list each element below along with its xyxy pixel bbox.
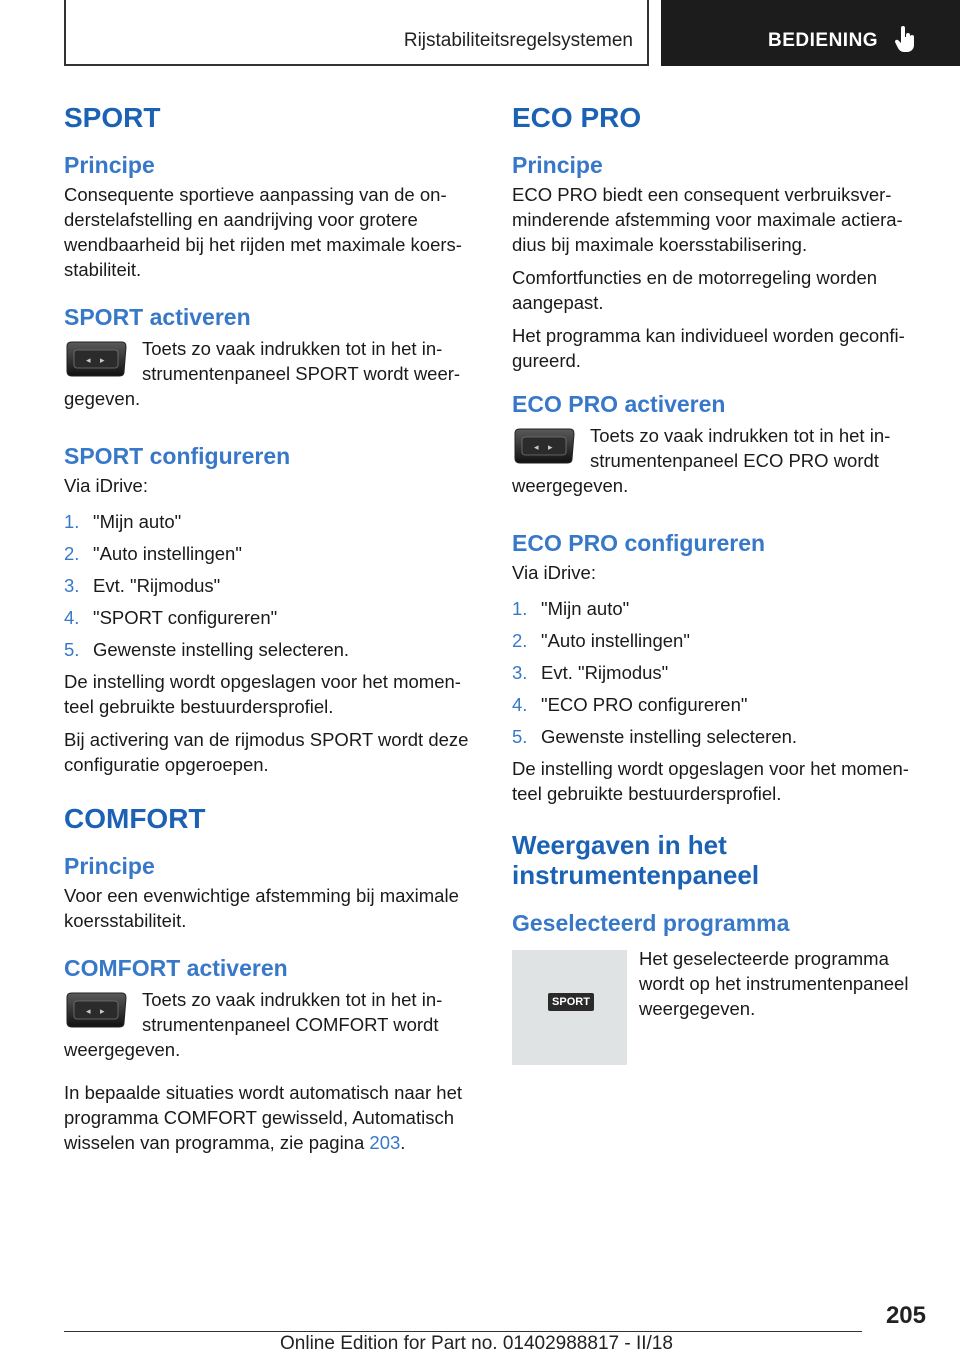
display-title-line1: Weergaven in het: [512, 830, 727, 860]
header-chapter-box: [661, 0, 960, 66]
page-link[interactable]: 203: [369, 1132, 401, 1153]
page-number: 205: [885, 1302, 926, 1329]
header-section-title: Rijstabiliteitsregelsystemen: [403, 30, 633, 51]
ecopro-via: Via iDrive:: [512, 562, 596, 583]
svg-text:▸: ▸: [100, 1007, 105, 1017]
ecopro-activate-text: Toets zo vaak indrukken tot in het in-strumentenpaneel ECO PRO wordt: [590, 425, 891, 471]
sport-activate-heading: SPORT activeren: [64, 304, 251, 330]
comfort-activate-text: Toets zo vaak indrukken tot in het in-strumentenpaneel COMFORT wordt: [142, 989, 443, 1035]
ecopro-title: ECO PRO: [512, 102, 642, 133]
footer-divider: [64, 1331, 862, 1332]
comfort-principle-heading: Principe: [64, 853, 155, 879]
ecopro-steps-list: [512, 596, 926, 749]
mode-button-icon: [64, 340, 128, 378]
comfort-auto-text: In bepaalde situaties wordt automatisch naar het programma COMFORT gewisseld, Automatisch wisselen van programma, zie pagina 203.: [64, 1082, 462, 1153]
list-item: 5. Gewenste instelling selecteren.: [64, 639, 350, 660]
sport-via: Via iDrive:: [64, 475, 148, 496]
svg-text:◂: ◂: [86, 1007, 91, 1017]
comfort-activate-text-cont: weergegeven.: [64, 1039, 181, 1060]
list-item: 5. Gewenste instelling selecteren.: [512, 726, 798, 747]
svg-text:▸: ▸: [100, 356, 105, 366]
header-section-box: [64, 0, 649, 66]
list-item: 2. "Auto instellingen": [64, 543, 242, 564]
list-item: 2. "Auto instellingen": [512, 630, 690, 651]
ecopro-activate-heading: ECO PRO activeren: [512, 391, 726, 417]
header-chapter-title: BEDIENING: [768, 30, 879, 51]
sport-activate-row: [64, 336, 476, 386]
ecopro-saved-text: De instelling wordt opgeslagen voor het momen-teel gebruikte bestuurdersprofiel.: [512, 758, 909, 804]
sport-recall-text: Bij activering van de rijmodus SPORT wordt deze configuratie opgeroepen.: [64, 729, 469, 775]
left-column: [64, 100, 476, 1163]
sport-saved-text: De instelling wordt opgeslagen voor het momen-teel gebruikte bestuurdersprofiel.: [64, 671, 461, 717]
comfort-principle-text: Voor een evenwichtige afstemming bij maximale koersstabiliteit.: [64, 885, 459, 931]
hand-pointer-icon: [895, 26, 917, 52]
mode-button-icon: [512, 427, 576, 465]
ecopro-configure-heading: ECO PRO configureren: [512, 530, 766, 556]
sport-principle-text: Consequente sportieve aanpassing van de on-derstelafstelling en aandrijving voor grotere wendbaarheid bij het rijden met maximale koers-stabiliteit.: [64, 184, 462, 280]
ecopro-principle-text: ECO PRO biedt een consequent verbruiksver-minderende afstemming voor maximale actiera-dius bij maximale koersstabilisering.: [512, 184, 903, 255]
comfort-title: COMFORT: [64, 803, 206, 834]
sport-configure-heading: SPORT configureren: [64, 443, 291, 469]
list-item: 4. "ECO PRO configureren": [512, 694, 748, 715]
ecopro-activate-row: [512, 423, 926, 473]
ecopro-individual-text: Het programma kan individueel worden geconfi-gureerd.: [512, 325, 905, 371]
ecopro-comfort-text: Comfortfuncties en de motorregeling worden aangepast.: [512, 267, 878, 313]
svg-text:◂: ◂: [86, 356, 91, 366]
svg-text:◂: ◂: [534, 443, 539, 453]
display-selected-heading: Geselecteerd programma: [512, 910, 790, 936]
list-item: 1. "Mijn auto": [512, 598, 630, 619]
right-column: [512, 100, 926, 1065]
sport-principle-heading: Principe: [64, 152, 155, 178]
comfort-activate-heading: COMFORT activeren: [64, 955, 288, 981]
sport-activate-text-cont: gegeven.: [64, 388, 141, 409]
svg-text:▸: ▸: [548, 443, 553, 453]
display-selected-text: Het geselecteerde programma wordt op het instrumentenpaneel weergegeven.: [639, 948, 909, 1019]
sport-badge: SPORT: [548, 993, 594, 1011]
display-title-line2: instrumentenpaneel: [512, 860, 760, 890]
instrument-panel-image: [512, 950, 627, 1065]
footer-edition: Online Edition for Part no. 01402988817 - II/18: [280, 1333, 673, 1354]
sport-title: SPORT: [64, 102, 161, 133]
list-item: 1. "Mijn auto": [64, 511, 182, 532]
list-item: 4. "SPORT configureren": [64, 607, 278, 628]
list-item: 3. Evt. "Rijmodus": [64, 575, 221, 596]
ecopro-activate-text-cont: weergegeven.: [512, 475, 629, 496]
comfort-activate-row: [64, 987, 476, 1037]
mode-button-icon: [64, 991, 128, 1029]
sport-activate-text: Toets zo vaak indrukken tot in het in-strumentenpaneel SPORT wordt weer-: [142, 338, 461, 384]
list-item: 3. Evt. "Rijmodus": [512, 662, 669, 683]
display-selected-block: [512, 946, 926, 1021]
ecopro-principle-heading: Principe: [512, 152, 603, 178]
sport-steps-list: [64, 509, 476, 662]
